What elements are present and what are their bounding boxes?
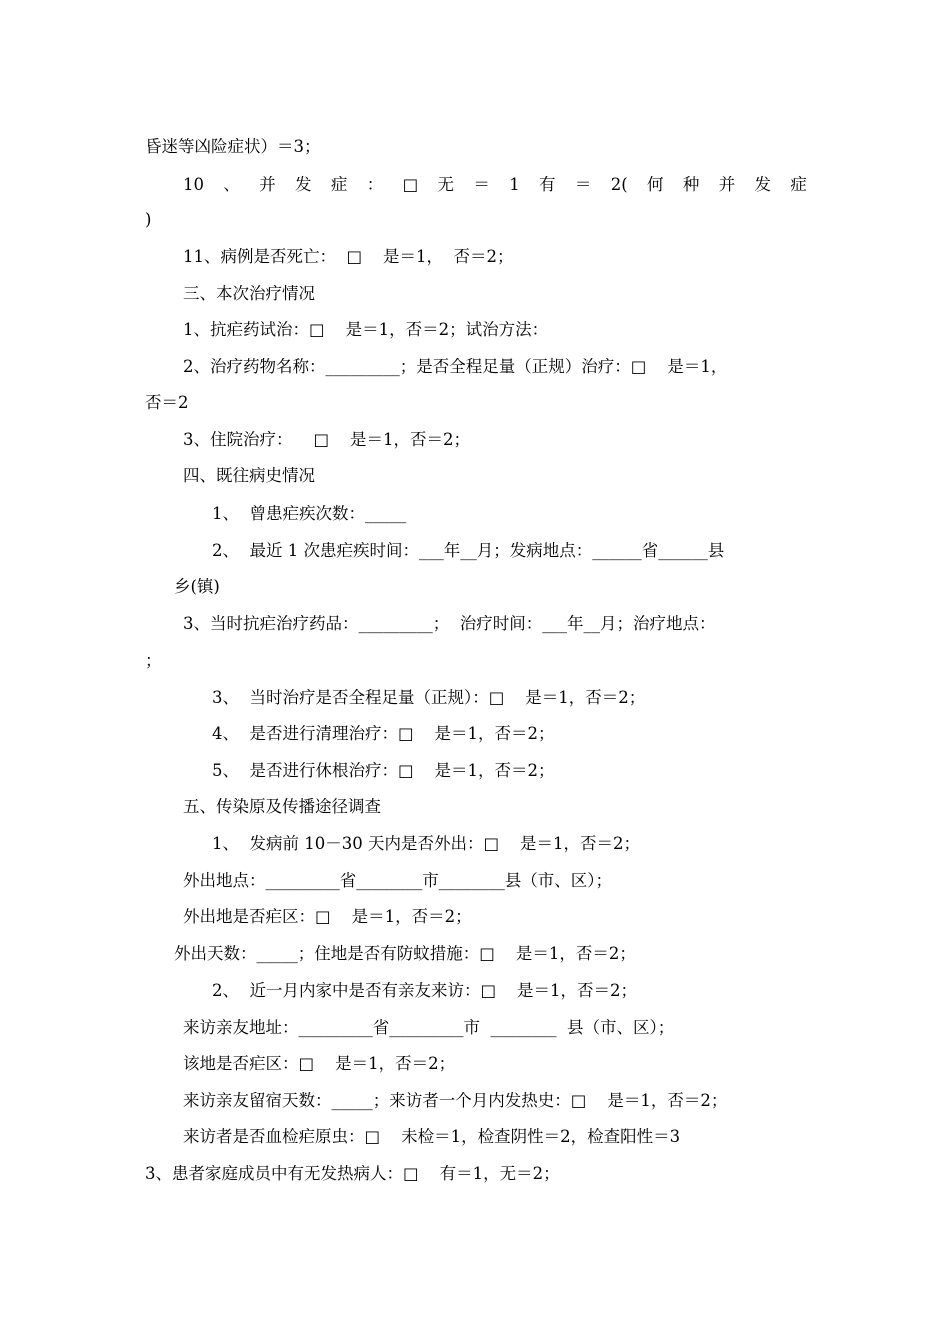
text-line: 外出天数：_____；住地是否有防蚊措施：□ 是＝1，否＝2； bbox=[174, 944, 636, 963]
word: 有 bbox=[539, 175, 556, 194]
word: 并 bbox=[259, 175, 276, 194]
word: ＝ bbox=[574, 175, 592, 194]
text-line: 3、当时抗疟治疗药品：_________； 治疗时间：___年__月；治疗地点： bbox=[183, 614, 716, 633]
word: 何 bbox=[647, 175, 664, 194]
text-line: 1、抗疟药试治：□ 是＝1，否＝2；试治方法： bbox=[183, 320, 549, 339]
section-heading: 四、既往病史情况 bbox=[183, 466, 315, 485]
section-heading: 三、本次治疗情况 bbox=[183, 284, 315, 303]
word: 症 bbox=[330, 175, 348, 194]
text-line: 3、患者家庭成员中有无发热病人：□ 有＝1，无＝2； bbox=[145, 1164, 560, 1183]
text-line: 来访亲友留宿天数：_____；来访者一个月内发热史：□ 是＝1，否＝2； bbox=[183, 1091, 728, 1110]
text-line: 3、住院治疗： □ 是＝1，否＝2； bbox=[183, 430, 471, 449]
text-line: 2、治疗药物名称：_________；是否全程足量（正规）治疗：□ 是＝1， bbox=[183, 357, 728, 376]
text-line-justified bbox=[183, 175, 807, 195]
text-line: 外出地点：_________省________市________县（市、区）； bbox=[183, 871, 612, 890]
text-line: 3、 当时治疗是否全程足量（正规）：□ 是＝1，否＝2； bbox=[212, 688, 646, 707]
word: 并 bbox=[718, 175, 736, 194]
text-line: 1、 发病前 10－30 天内是否外出：□ 是＝1，否＝2； bbox=[212, 834, 641, 853]
text-line: ) bbox=[145, 210, 152, 229]
word: ＝ bbox=[473, 175, 490, 194]
text-line: 外出地是否疟区：□ 是＝1，否＝2； bbox=[183, 907, 472, 926]
word: 症 bbox=[790, 175, 807, 194]
text-line: ； bbox=[145, 651, 162, 670]
word: 发 bbox=[295, 175, 312, 194]
text-line: 11、病例是否死亡： □ 是＝1， 否＝2； bbox=[183, 247, 514, 266]
text-line: 2、 近一月内家中是否有亲友来访：□ 是＝1，否＝2； bbox=[212, 981, 638, 1000]
word: 1 bbox=[509, 175, 520, 194]
text-line: 否＝2 bbox=[145, 393, 189, 412]
checkbox-glyph: □ bbox=[402, 175, 419, 194]
text-line: 昏迷等凶险症状）＝3； bbox=[145, 137, 321, 156]
text-line: 5、 是否进行休根治疗：□ 是＝1，否＝2； bbox=[212, 761, 555, 780]
word: 、 bbox=[223, 175, 240, 194]
text-line: 4、 是否进行清理治疗：□ 是＝1，否＝2； bbox=[212, 724, 555, 743]
section-heading: 五、传染原及传播途径调查 bbox=[183, 797, 381, 816]
text-line: 1、 曾患疟疾次数：_____ bbox=[212, 504, 407, 523]
word: ： bbox=[366, 175, 384, 194]
text-line: 该地是否疟区：□ 是＝1，否＝2； bbox=[183, 1054, 456, 1073]
text-line: 2、 最近 1 次患疟疾时间：___年__月；发病地点：______省______县 bbox=[212, 541, 725, 560]
word: 2( bbox=[610, 175, 628, 194]
word: 发 bbox=[754, 175, 772, 194]
text-line: 乡(镇) bbox=[174, 577, 220, 596]
word: 种 bbox=[682, 175, 700, 194]
text-line: 来访亲友地址：_________省_________市 ________ 县（市、区）； bbox=[183, 1018, 675, 1037]
word: 10 bbox=[183, 175, 204, 194]
text-line: 来访者是否血检疟原虫：□ 未检＝1，检查阴性＝2，检查阳性＝3 bbox=[183, 1127, 681, 1146]
word: 无 bbox=[437, 175, 454, 194]
